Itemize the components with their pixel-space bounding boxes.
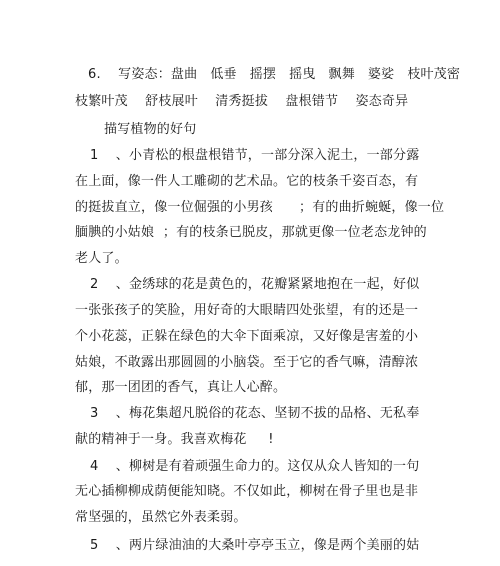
text-line: 枝繁叶茂 舒枝展叶 清秀挺拔 盘根错节 姿态奇异 xyxy=(75,94,409,109)
text-line: 3 、梅花集超凡脱俗的花态、坚韧不拔的品格、无私奉 xyxy=(90,406,420,421)
text-line: 的挺拔直立，像一位倔强的小男孩 ；有的曲折蜿蜒，像一位 xyxy=(75,200,445,215)
text-line: 个小花蕊，正躲在绿色的大伞下面乘凉，又好像是害羞的小 xyxy=(75,329,419,344)
text-line: 一张张孩子的笑脸，用好奇的大眼睛四处张望，有的还是一 xyxy=(75,303,419,318)
text-line: 4 、柳树是有着顽强生命力的。这仅从众人皆知的一句 xyxy=(90,459,420,474)
text-line: 老人了。 xyxy=(75,251,128,266)
text-line: 5 、两片绿油油的大桑叶亭亭玉立，像是两个美丽的姑 xyxy=(90,538,420,553)
text-line: 郁，那一团团的香气，真让人心醉。 xyxy=(75,380,287,395)
text-line: 姑娘，不敢露出那圆圆的小脑袋。至于它的香气嘛，清醇浓 xyxy=(75,355,419,370)
text-line: 腼腆的小姑娘 ；有的枝条已脱皮，那就更像一位老态龙钟的 xyxy=(75,225,427,240)
text-line: 1 、小青松的根盘根错节，一部分深入泥土，一部分露 xyxy=(90,148,420,163)
text-line: 6. 写姿态：盘曲 低垂 摇摆 摇曳 飘舞 婆娑 枝叶茂密 xyxy=(88,67,461,82)
text-line: 常坚强的，虽然它外表柔弱。 xyxy=(75,510,247,525)
text-line: 无心插柳柳成荫便能知晓。不仅如此，柳树在骨子里也是非 xyxy=(75,484,419,499)
section-heading: 描写植物的好句 xyxy=(104,122,197,137)
text-line: 在上面，像一件人工雕砌的艺术品。它的枝条千姿百态，有 xyxy=(75,174,419,189)
text-line: 献的精神于一身。我喜欢梅花 ! xyxy=(75,432,274,447)
text-line: 2 、金绣球的花是黄色的，花瓣紧紧地抱在一起，好似 xyxy=(90,277,420,292)
